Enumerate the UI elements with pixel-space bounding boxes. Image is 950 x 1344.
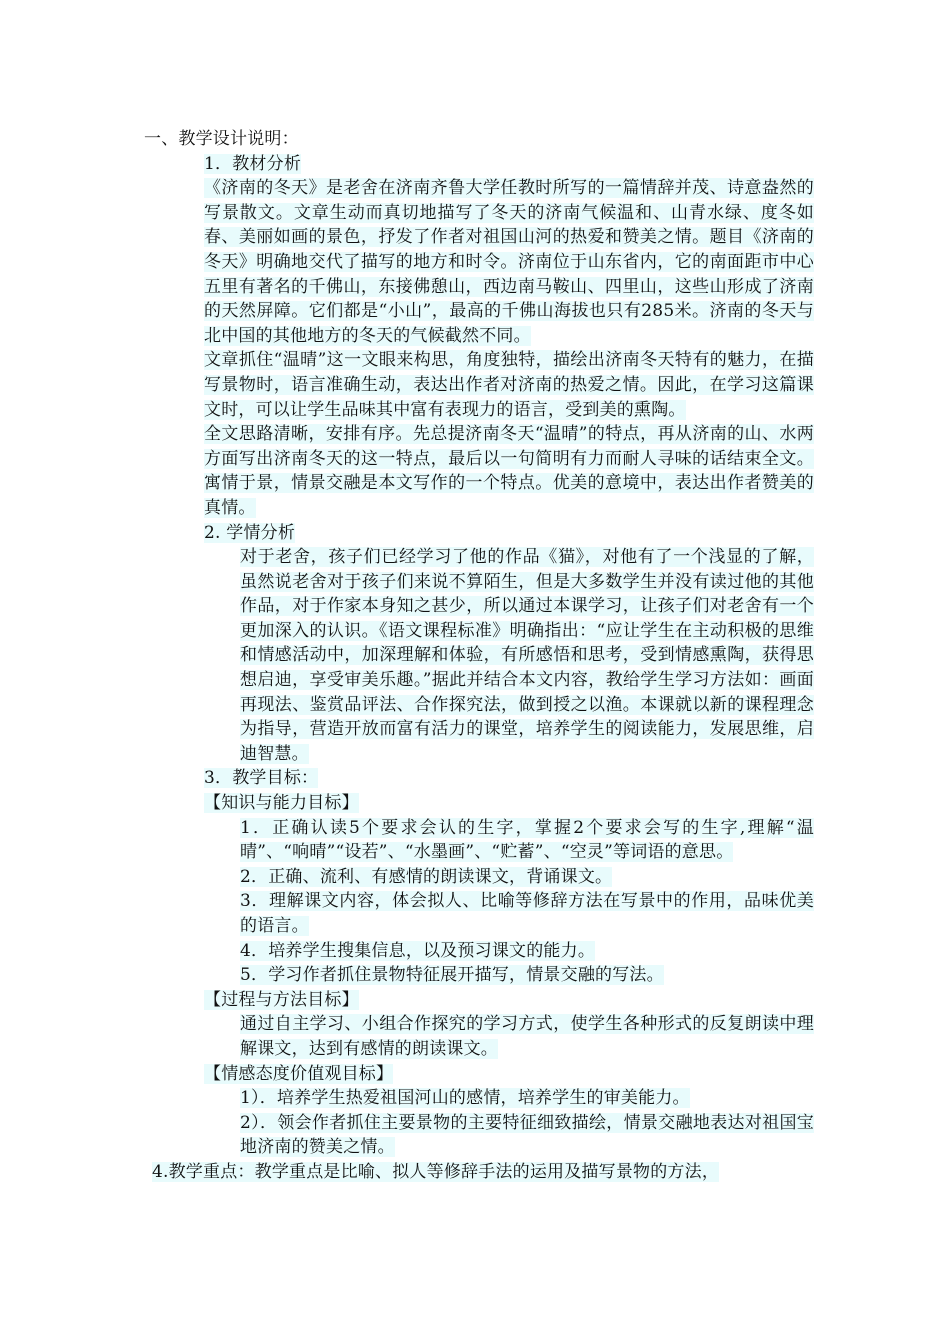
goal-item xyxy=(144,865,814,890)
text-span: 对于老舍，孩子们已经学习了他的作品《猫》，对他有了一个浅显的了解，虽然说老舍对于孩子们来说不算陌生，但是大多数学生并没有读过他的其他作品，对于作家本身知之甚少，所以通过本课学习，让孩子们对老舍有一个更加深入的认识。《语文课程标准》明确指出：“应让学生在主动积极的思维和情感活动中，加深理解和体验，有所感悟和思考，受到情感熏陶，获得思想启迪，享受审美乐趣。”据此并结合本文内容，教给学生学习方法如：画面再现法、鉴赏品评法、合作探究法，做到授之以渔。本课就以新的课程理念为指导，营造开放而富有活力的课堂，培养学生的阅读能力，发展思维，启迪智慧。 xyxy=(240,547,814,764)
section-heading xyxy=(144,127,814,152)
text-span: 【情感态度价值观目标】 xyxy=(204,1063,394,1084)
text-span: 全文思路清晰，安排有序。先总提济南冬天“温晴”的特点，再从济南的山、水两方面写出济南冬天的这一特点，最后以一句简明有力而耐人寻味的话结束全文。寓情于景，情景交融是本文写作的一个特点。优美的意境中，表达出作者赞美的真情。 xyxy=(204,424,814,518)
goal-item xyxy=(144,816,814,865)
paragraph xyxy=(144,176,814,348)
text-span: 通过自主学习、小组合作探究的学习方式，使学生各种形式的反复朗读中理解课文，达到有感情的朗读课文。 xyxy=(240,1014,814,1059)
text-span: 2．正确、流利、有感情的朗读课文，背诵课文。 xyxy=(240,866,613,887)
text-span: 2. 学情分析 xyxy=(204,522,296,543)
goal-category xyxy=(144,988,814,1013)
text-span: 3．教学目标： xyxy=(204,768,319,789)
text-span: 【知识与能力目标】 xyxy=(204,793,359,814)
text-span: 《济南的冬天》是老舍在济南齐鲁大学任教时所写的一篇情辞并茂、诗意盎然的写景散文。文章生动而真切地描写了冬天的济南气候温和、山青水绿、度冬如春、美丽如画的景色，抒发了作者对祖国山河的热爱和赞美之情。题目《济南的冬天》明确地交代了描写的地方和时令。济南位于山东省内，它的南面距市中心五里有著名的千佛山，东接佛憩山，西边南马鞍山、四里山，这些山形成了济南的天然屏障。它们都是“小山”，最高的千佛山海拔也只有285米。济南的冬天与北中国的其他地方的冬天的气候截然不同。 xyxy=(204,178,814,346)
text-span: 3．理解课文内容，体会拟人、比喻等修辞方法在写景中的作用，品味优美的语言。 xyxy=(240,891,814,936)
paragraph xyxy=(144,348,814,422)
text-span: 1）．培养学生热爱祖国河山的感情，培养学生的审美能力。 xyxy=(240,1088,690,1109)
text-span: 5．学习作者抓住景物特征展开描写，情景交融的写法。 xyxy=(240,965,664,986)
text-span: 4.教学重点：教学重点是比喻、拟人等修辞手法的运用及描写景物的方法， xyxy=(152,1161,720,1182)
document-body xyxy=(144,127,814,1185)
goal-item xyxy=(144,963,814,988)
goal-category xyxy=(144,791,814,816)
goal-item xyxy=(144,1012,814,1061)
text-span: 1．教材分析 xyxy=(204,153,302,174)
goal-item xyxy=(144,889,814,938)
goal-item xyxy=(144,939,814,964)
text-span: 4．培养学生搜集信息，以及预习课文的能力。 xyxy=(240,940,596,961)
text-span: 一、教学设计说明： xyxy=(144,129,299,149)
text-span: 1．正确认读5个要求会认的生字，掌握2个要求会写的生字,理解“温晴”、“响晴”“设若”、“水墨画”、“贮蓄”、“空灵”等词语的意思。 xyxy=(240,817,814,863)
paragraph xyxy=(144,422,814,520)
subheading-teaching-goals xyxy=(144,766,814,791)
paragraph xyxy=(144,545,814,766)
teaching-focus xyxy=(144,1160,814,1185)
goal-category xyxy=(144,1062,814,1087)
text-span: 2）．领会作者抓住主要景物的主要特征细致描绘，情景交融地表达对祖国宝地济南的赞美之情。 xyxy=(240,1112,814,1158)
text-span: 文章抓住“温晴”这一文眼来构思，角度独特，描绘出济南冬天特有的魅力，在描写景物时，语言准确生动，表达出作者对济南的热爱之情。因此，在学习这篇课文时，可以让学生品味其中富有表现力的语言，受到美的熏陶。 xyxy=(204,350,814,420)
subheading-textbook-analysis xyxy=(144,152,814,177)
subheading-student-analysis xyxy=(144,521,814,546)
goal-item xyxy=(144,1111,814,1160)
text-span: 【过程与方法目标】 xyxy=(204,989,359,1010)
goal-item xyxy=(144,1086,814,1111)
